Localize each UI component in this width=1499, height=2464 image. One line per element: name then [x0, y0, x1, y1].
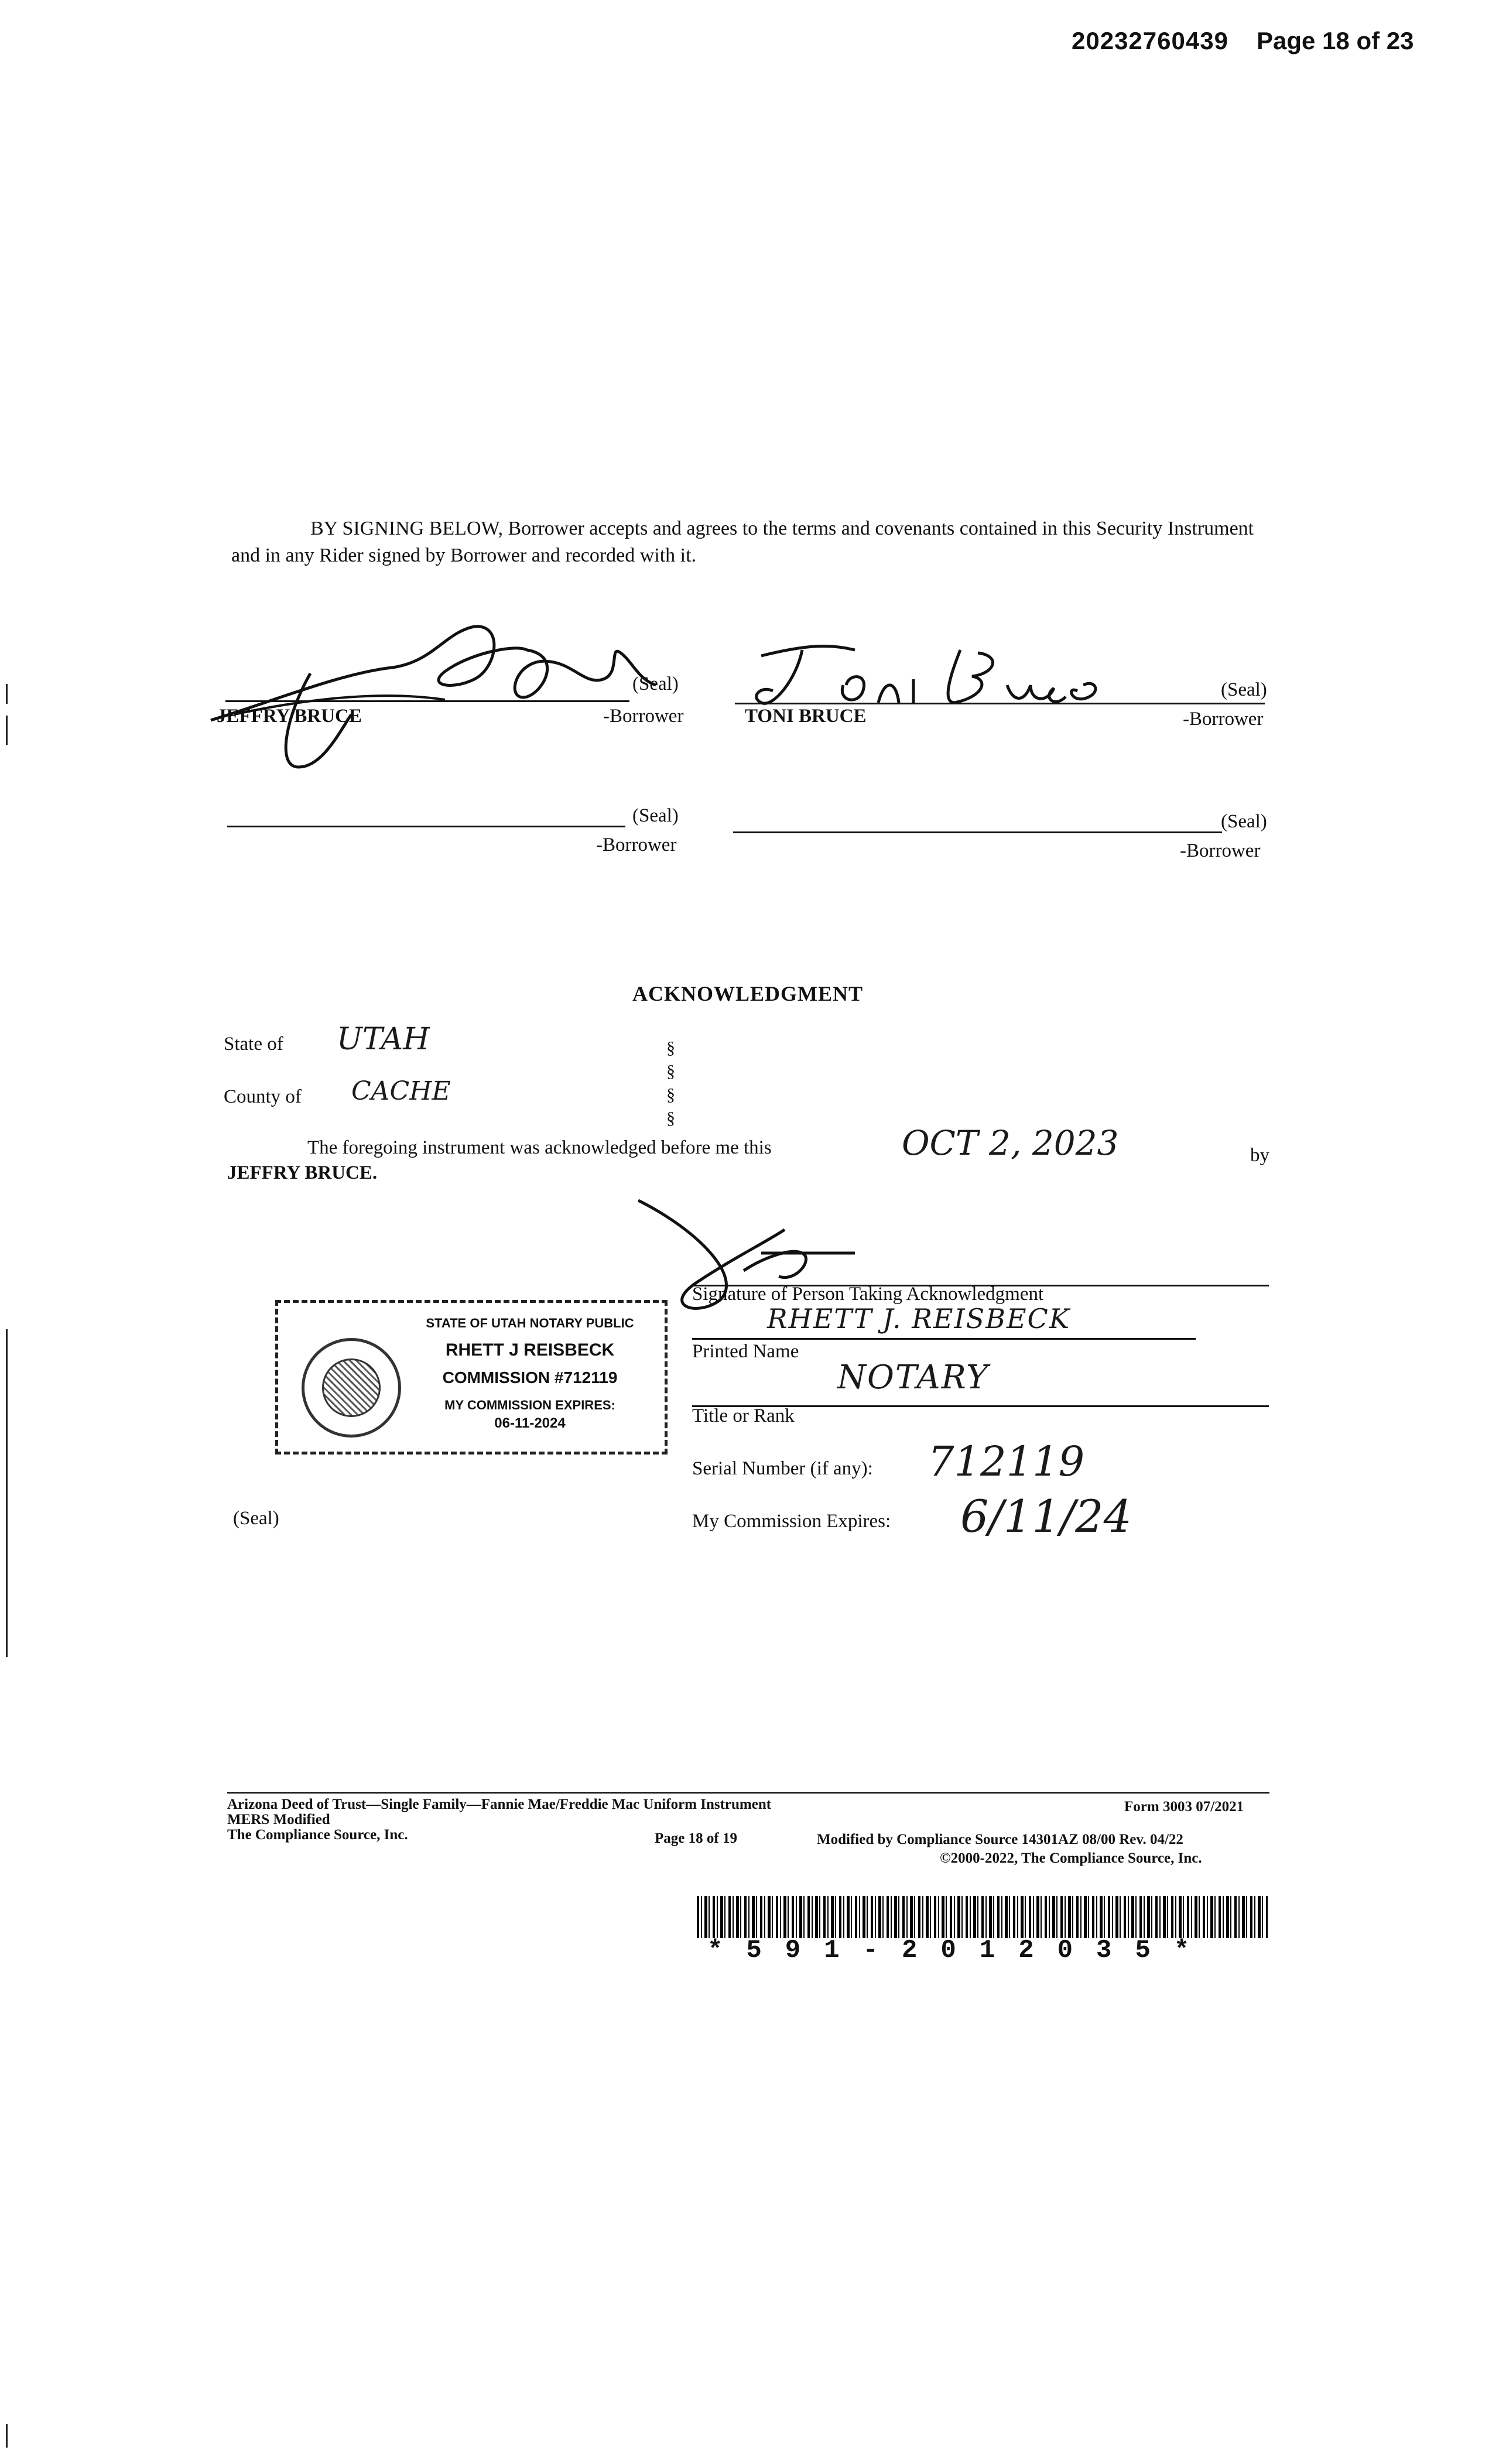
signature-line	[735, 703, 1265, 704]
stamp-line: 06-11-2024	[494, 1415, 566, 1431]
section-mark: §	[666, 1062, 675, 1081]
barcode	[697, 1896, 1268, 1938]
acknowledgment-sentence: The foregoing instrument was acknowledged before me this	[307, 1137, 772, 1158]
intro-paragraph	[231, 515, 1285, 569]
footer-rule	[227, 1792, 1269, 1794]
stamp-line: COMMISSION #712119	[442, 1368, 618, 1387]
printed-name-label: Printed Name	[692, 1341, 799, 1362]
borrower-role: -Borrower	[1180, 840, 1261, 861]
signature-line	[227, 826, 625, 827]
scan-mark	[6, 2424, 8, 2448]
notary-stamp	[275, 1300, 668, 1455]
expires-label: My Commission Expires:	[692, 1511, 891, 1532]
borrower-role: -Borrower	[603, 706, 684, 727]
signature-line	[225, 700, 629, 702]
recording-number: 20232760439	[1072, 27, 1228, 54]
scan-mark	[6, 1329, 8, 1657]
section-mark: §	[666, 1038, 675, 1058]
acknowledgment-date: OCT 2, 2023	[902, 1123, 1119, 1163]
borrower-role: -Borrower	[596, 834, 677, 855]
signature-line	[733, 831, 1222, 833]
intro-text: BY SIGNING BELOW, Borrower accepts and agrees to the terms and covenants contained in this Security Instrument and in any Rider signed by Borrower and recorded with it.	[231, 518, 1254, 566]
section-mark: §	[666, 1108, 675, 1128]
state-value: UTAH	[337, 1022, 430, 1057]
expires-value: 6/11/24	[960, 1490, 1132, 1542]
borrower-role: -Borrower	[1183, 709, 1264, 730]
footer-page: Page 18 of 19	[655, 1830, 737, 1846]
barcode-text: *591-2012035*	[707, 1936, 1213, 1965]
title-value: NOTARY	[837, 1358, 990, 1397]
borrower-name-jeffry: JEFFRY BRUCE	[217, 706, 362, 727]
mers-modified: MERS Modified	[227, 1812, 330, 1828]
seal-label: (Seal)	[632, 805, 679, 826]
county-label: County of	[224, 1086, 302, 1107]
footer-copyright: ©2000-2022, The Compliance Source, Inc.	[940, 1850, 1202, 1866]
scan-mark	[6, 716, 8, 745]
form-number: Form 3003 07/2021	[1124, 1799, 1244, 1815]
utah-state-seal-icon	[302, 1338, 401, 1438]
acknowledger-name: JEFFRY BRUCE.	[227, 1162, 378, 1183]
borrower-name-toni: TONI BRUCE	[745, 706, 867, 727]
notary-seal-label: (Seal)	[233, 1508, 279, 1529]
signature-label: Signature of Person Taking Acknowledgment	[692, 1284, 1044, 1305]
serial-label: Serial Number (if any):	[692, 1458, 873, 1479]
footer-company: The Compliance Source, Inc.	[227, 1827, 408, 1843]
seal-label: (Seal)	[1221, 679, 1267, 700]
footer-modified-by: Modified by Compliance Source 14301AZ 08/00 Rev. 04/22	[817, 1832, 1183, 1847]
seal-label: (Seal)	[632, 673, 679, 694]
state-label: State of	[224, 1033, 283, 1055]
by-label: by	[1250, 1145, 1269, 1166]
printed-name-value: RHETT J. REISBECK	[767, 1303, 1071, 1334]
stamp-line: RHETT J REISBECK	[445, 1340, 615, 1360]
form-title: Arizona Deed of Trust—Single Family—Fannie Mae/Freddie Mac Uniform Instrument	[227, 1796, 772, 1812]
scan-mark	[6, 684, 8, 704]
title-label: Title or Rank	[692, 1405, 795, 1426]
stamp-line: STATE OF UTAH NOTARY PUBLIC	[426, 1316, 634, 1330]
printed-name-line	[692, 1338, 1196, 1340]
county-value: CACHE	[351, 1076, 451, 1106]
acknowledgment-title: ACKNOWLEDGMENT	[632, 982, 864, 1005]
serial-value: 712119	[928, 1438, 1085, 1486]
jeffry-bruce-signature	[199, 597, 656, 773]
page-label: Page 18 of 23	[1257, 27, 1414, 54]
seal-label: (Seal)	[1221, 811, 1267, 832]
section-mark: §	[666, 1085, 675, 1104]
stamp-line: MY COMMISSION EXPIRES:	[444, 1398, 615, 1412]
